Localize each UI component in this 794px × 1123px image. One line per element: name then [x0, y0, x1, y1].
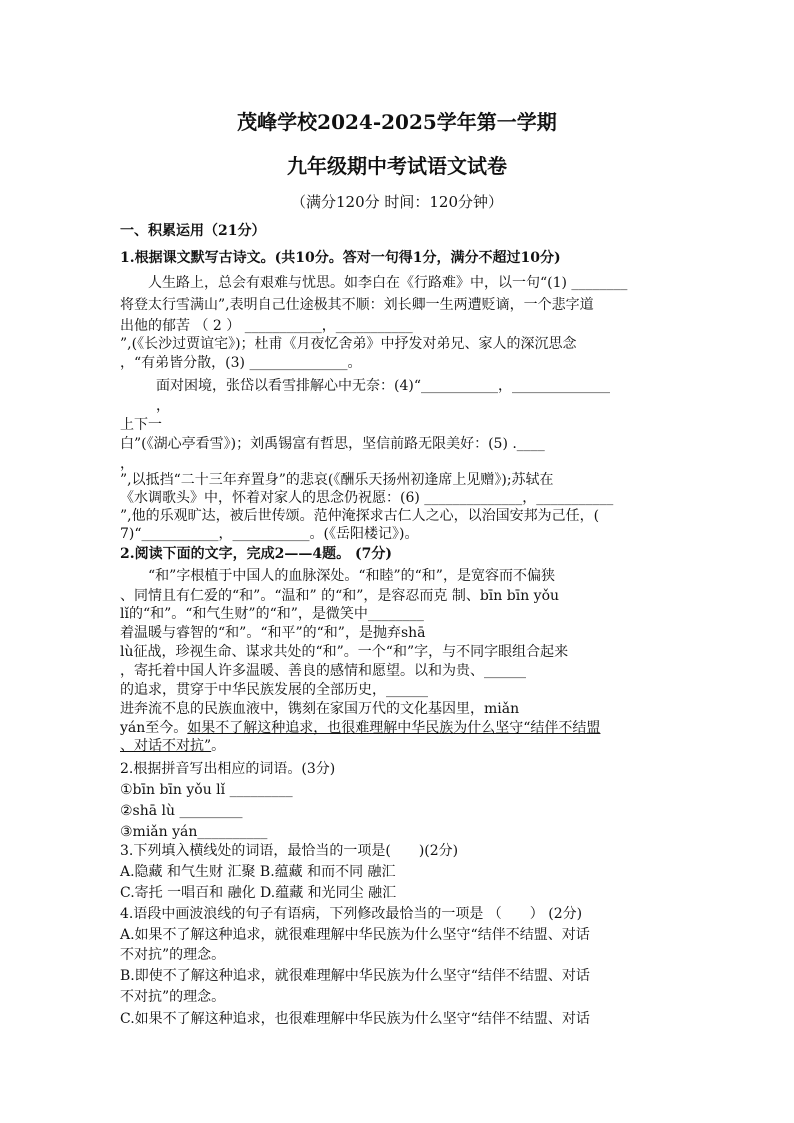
q1-line: ”,以抵挡“二十三年弃置身”的悲哀(《酬乐天扬州初逢席上见赠》);苏轼在: [120, 472, 554, 488]
q1-line: 7)“___________，___________。(《岳阳楼记》)。: [120, 526, 419, 542]
wavy-underlined-sentence: 如果不了解这种追求，也很难理解中华民族为什么坚守“结伴不结盟: [187, 720, 601, 736]
q1-line: 人生路上，总会有艰难与忧思。如李白在《行路难》中，以一句“(1) ________: [148, 275, 628, 291]
q2-answer-line: ①bīn bīn yǒu lǐ _________: [120, 782, 293, 798]
question-1-heading: 1.根据课文默写古诗文。(共10分。答对一句得1分，满分不超过10分): [120, 250, 561, 266]
passage-line: 、同情且有仁爱的“和”。“温和” 的“和”，是容忍而克 制、bīn bīn yǒu: [120, 588, 560, 604]
passage-line: [120, 737, 225, 755]
passage-line: 进奔流不息的民族血液中，镌刻在家国万代的文化基因里，miǎn: [120, 701, 520, 717]
q3-prompt: 3.下列填入横线处的词语，最恰当的一项是( )(2分): [120, 843, 459, 859]
passage-line: 着温暖与睿智的“和”。“和平”的“和”，是抛弃shā: [120, 625, 426, 641]
passage-text: 。: [211, 738, 226, 754]
q4-option-line: 不对抗”的理念。: [120, 989, 226, 1005]
q2-answer-line: ③miǎn yán__________: [120, 824, 268, 840]
passage-line: lù征战，珍视生命、谋求共处的“和”。一个“和”字，与不同字眼组合起来: [120, 644, 569, 660]
q1-line: 《水调歌头》中，怀着对家人的思念仍祝愿：(6) ______________，___________: [120, 490, 614, 506]
q4-option-line: A.如果不了解这种追求，就很难理解中华民族为什么坚守“结伴不结盟、对话: [120, 927, 590, 943]
passage-line: lǐ的“和”。“和气生财”的“和”，是微笑中________: [120, 606, 424, 622]
passage-line: “和”字根植于中国人的血脉深处。“和睦”的“和”，是宽容而不偏狭: [148, 568, 555, 584]
q1-line: ”,他的乐观旷达，被后世传颂。范仲淹探求古仁人之心，以治国安邦为己任，(: [120, 508, 600, 524]
wavy-underlined-sentence: 、对话不对抗”: [120, 738, 212, 754]
passage-text: yán至今。: [120, 720, 188, 736]
q1-line: 将登太行雪满山”,表明自己仕途极其不顺：刘长卿一生两遭贬谪，一个悲字道: [120, 297, 594, 313]
q1-line: 上下一: [120, 417, 162, 433]
q4-prompt: 4.语段中画波浪线的句子有语病，下列修改最恰当的一项是 （ ） (2分): [120, 906, 583, 922]
question-2-heading: 2.阅读下面的文字，完成2——4题。 (7分): [120, 546, 392, 562]
q1-line: 出他的郁苦 （ 2 ） ___________，___________: [120, 318, 413, 334]
passage-line: 的追求，贯穿于中华民族发展的全部历史，______: [120, 682, 428, 698]
q1-line: ”,(《长沙过贾谊宅》)；杜甫《月夜忆舍弟》中抒发对弟兄、家人的深沉思念: [120, 336, 577, 352]
q1-line: ，: [120, 456, 134, 472]
exam-subtitle: 九年级期中考试语文试卷: [287, 154, 507, 178]
passage-line-with-wavy-sentence: [120, 719, 600, 737]
section-heading: 一、积累运用（21分）: [120, 223, 266, 239]
passage-line: ，寄托着中国人许多温暖、善良的感情和愿望。以和为贵、______: [120, 663, 526, 679]
q4-option-line: B.即使不了解这种追求，就很难理解中华民族为什么坚守“结伴不结盟、对话: [120, 968, 590, 984]
q1-line: 面对困境，张岱以看雪排解心中无奈：(4)“___________，______________: [156, 378, 610, 394]
q2-subquestion: 2.根据拼音写出相应的词语。(3分): [120, 761, 336, 777]
q4-option-line: 不对抗”的理念。: [120, 947, 226, 963]
q4-option-line: C.如果不了解这种追求，也很难理解中华民族为什么坚守“结伴不结盟、对话: [120, 1011, 590, 1027]
q1-line: 白”(《湖心亭看雪》)；刘禹锡富有哲思，坚信前路无限美好：(5) .____: [120, 436, 545, 452]
q1-line: ，: [156, 398, 170, 414]
q3-option-row: A.隐藏 和气生财 汇聚 B.蕴藏 和而不同 融汇: [120, 864, 396, 880]
q1-line: ，“有弟皆分散，(3) ______________。: [120, 355, 362, 371]
exam-title: 茂峰学校2024-2025学年第一学期: [237, 110, 557, 134]
exam-meta: （满分120分 时间：120分钟）: [290, 193, 504, 211]
q3-option-row: C.寄托 一唱百和 融化 D.蕴藏 和光同尘 融汇: [120, 885, 397, 901]
q2-answer-line: ②shā lù _________: [120, 803, 243, 819]
